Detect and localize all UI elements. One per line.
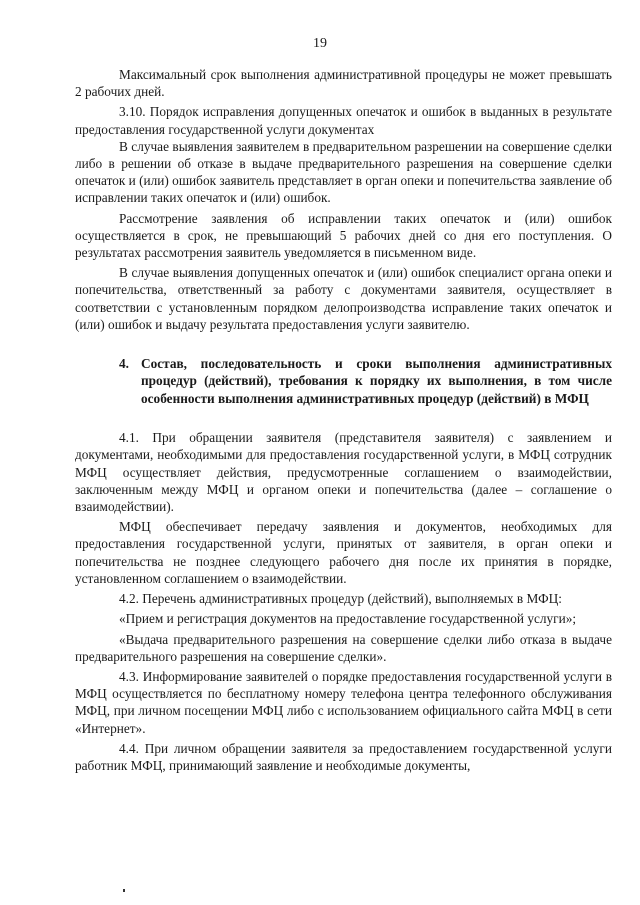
section-4-heading bbox=[75, 355, 612, 407]
paragraph-specialist-correction: В случае выявления допущенных опечаток и (или) ошибок специалист органа опеки и попечительства, ответственный за работу с документами заявителя, осуществляет в соответствии с установленным порядком делопроизводства исправление таких опечаток и (или) ошибок и выдачу результата предоставления услуги заявителю. bbox=[75, 265, 612, 332]
paragraph-4-3: 4.3. Информирование заявителей о порядке предоставления государственной услуги в МФЦ осуществляется по бесплатному номеру телефона центра телефонного обслуживания МФЦ, при личном посещении МФЦ либо с использованием официального сайта МФЦ в сети «Интернет». bbox=[75, 668, 612, 736]
paragraph-mfc-transfer: МФЦ обеспечивает передачу заявления и документов, необходимых для предоставления государственной услуги, принятых от заявителя, в орган опеки и попечительства не позднее следующего рабочего дня после их принятия в порядке, установленном соглашением о взаимодействии. bbox=[75, 519, 612, 586]
paragraph-error-detection: В случае выявления заявителем в предварительном разрешении на совершение сделки либо в решении об отказе в выдаче предварительного разрешения на совершение сделки опечаток и (или) ошибок заявитель представляет в орган опеки и попечительства заявление об исправлении таких опечаток и (или) ошибок. bbox=[75, 138, 612, 206]
paragraph-max-term: Максимальный срок выполнения административной процедуры не может превышать 2 рабочих дней. bbox=[75, 67, 612, 100]
paragraph-4-2: 4.2. Перечень административных процедур (действий), выполняемых в МФЦ: bbox=[119, 591, 562, 607]
section-4-number: 4. bbox=[119, 356, 129, 372]
page-body bbox=[75, 66, 612, 774]
paragraph-3-10-heading: 3.10. Порядок исправления допущенных опечаток и ошибок в выданных в результате предоставления государственной услуги документах bbox=[75, 104, 612, 137]
paragraph-procedure-reception: «Прием и регистрация документов на предоставление государственной услуги»; bbox=[119, 611, 577, 627]
paragraph-4-4: 4.4. При личном обращении заявителя за предоставлением государственной услуги работник МФЦ, принимающий заявление и необходимые документы, bbox=[75, 740, 612, 773]
paragraph-procedure-issuance: «Выдача предварительного разрешения на совершение сделки либо отказа в выдаче предварительного разрешения на совершение сделки». bbox=[75, 631, 612, 664]
paragraph-review-term: Рассмотрение заявления об исправлении таких опечаток и (или) ошибок осуществляется в срок, не превышающий 5 рабочих дней со дня его поступления. О результатах рассмотрения заявитель уведомляется в письменном виде. bbox=[75, 210, 612, 261]
section-4-title: Состав, последовательность и сроки выполнения административных процедур (действий), требования к порядку их выполнения, в том числе особенности выполнения административных процедур (действий) в МФЦ bbox=[141, 356, 612, 406]
scan-speck bbox=[123, 889, 125, 892]
paragraph-4-1: 4.1. При обращении заявителя (представителя заявителя) с заявлением и документами, необходимыми для предоставления государственной услуги, в МФЦ сотрудник МФЦ осуществляет действия, предусмотренные соглашением о взаимодействии, заключенным между МФЦ и органом опеки и попечительства (далее – соглашение о взаимодействии). bbox=[75, 430, 612, 515]
page-number: 19 bbox=[313, 36, 327, 51]
